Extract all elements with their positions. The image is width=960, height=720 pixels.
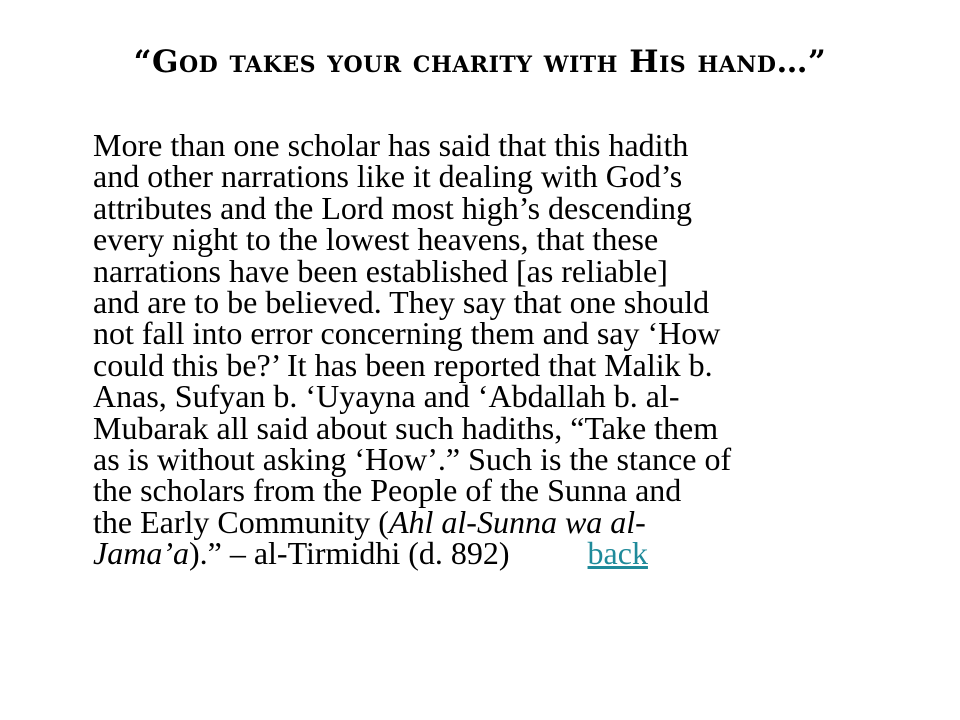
quote-italic-term: Jama’a [93, 535, 189, 572]
back-link[interactable]: back [587, 535, 648, 572]
quote-attribution: ).” – al-Tirmidhi (d. 892) [188, 535, 510, 572]
quote-line: More than one scholar has said that this hadith [93, 127, 689, 163]
quote-line: and are to be believed. They say that one should [93, 284, 710, 321]
quote-line-prefix: the Early Community ( [93, 503, 389, 540]
quote-line: every night to the lowest heavens, that these [93, 221, 659, 258]
slide-title: “God takes your charity with His hand…” [133, 44, 827, 80]
quote-line: Mubarak all said about such hadiths, “Take them [93, 409, 719, 446]
quote-line: and other narrations like it dealing with God’s [93, 158, 683, 195]
quote-line: the scholars from the People of the Sunna and [93, 472, 682, 509]
quote-line: not fall into error concerning them and say ‘How [93, 315, 721, 352]
quote-italic-term: Ahl al-Sunna wa al- [388, 503, 646, 540]
quote-line: could this be?’ It has been reported that Malik b. [93, 346, 713, 383]
quote-line: narrations have been established [as reliable] [93, 252, 668, 289]
quote-line: attributes and the Lord most high’s descending [93, 189, 692, 226]
quote-line: Anas, Sufyan b. ‘Uyayna and ‘Abdallah b. al- [93, 378, 680, 415]
quote-line: as is without asking ‘How’.” Such is the stance of [93, 441, 732, 478]
quote-body [93, 127, 913, 572]
